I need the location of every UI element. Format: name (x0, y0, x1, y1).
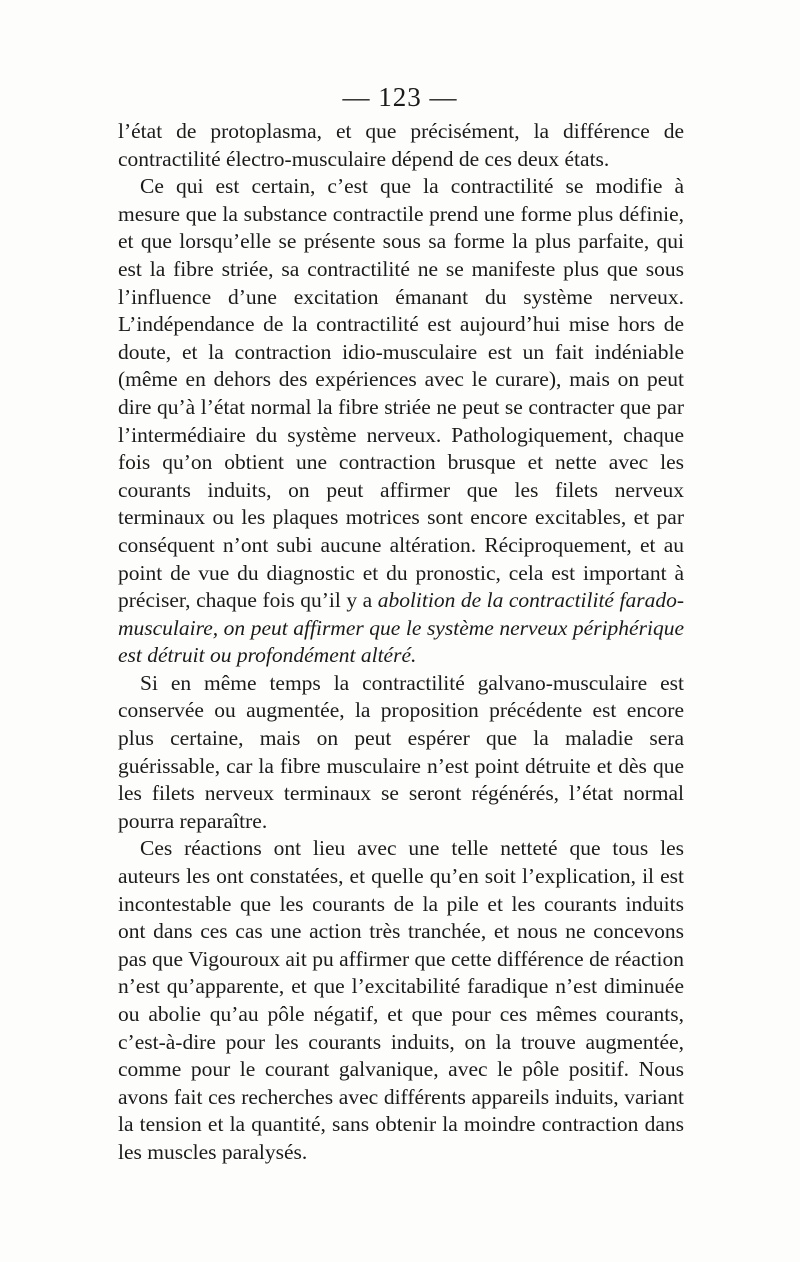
paragraph-1-text: l’état de protoplasma, et que précisément, la différence de contractilité électro-musculaire dépend de ces deux états. (118, 119, 684, 171)
paragraph-4 (118, 835, 684, 1166)
paragraph-3 (118, 670, 684, 836)
paragraph-2 (118, 173, 684, 670)
paragraph-4-text: Ces réactions ont lieu avec une telle netteté que tous les auteurs les ont constatées, et quelle qu’en soit l’explication, il est incontestable que les courants de la pile et les courants induits ont dans ces cas une action très tranchée, et nous ne concevons pas que Vigouroux ait pu affirmer que cette différence de réaction n’est qu’apparente, et que l’excitabilité faradique n’est diminuée ou abolie qu’au pôle négatif, et que pour ces mêmes courants, c’est-à-dire pour les courants induits, on la trouve augmentée, comme pour le courant galvanique, avec le pôle positif. Nous avons fait ces recherches avec différents appareils induits, variant la tension et la quantité, sans obtenir la moindre contraction dans les muscles paralysés. (118, 836, 684, 1164)
paragraph-2-text: Ce qui est certain, c’est que la contractilité se modifie à mesure que la substance contractile prend une forme plus définie, et que lorsqu’elle se présente sous sa forme la plus parfaite, qui est la fibre striée, sa contractilité ne se manifeste plus que sous l’influence d’une excitation émanant du système nerveux. L’indépendance de la contractilité est aujourd’hui mise hors de doute, et la contraction idio-musculaire est un fait indéniable (même en dehors des expériences avec le curare), mais on peut dire qu’à l’état normal la fibre striée ne peut se contracter que par l’intermédiaire du système nerveux. Pathologiquement, chaque fois qu’on obtient une contraction brusque et nette avec les courants induits, on peut affirmer que les filets nerveux terminaux ou les plaques motrices sont encore excitables, et par conséquent n’ont subi aucune altération. Réciproquement, et au point de vue du diagnostic et du pronostic, cela est important à préciser, chaque fois qu’il y a (118, 174, 684, 613)
body-text (118, 118, 684, 1167)
page-number: — 123 — (342, 82, 458, 112)
paragraph-2-italic-text: abolition de la contractilité farado-musculaire, on peut affirmer que le système nerveux périphérique est détruit ou profondément altéré. (118, 588, 684, 668)
paragraph-1 (118, 118, 684, 173)
paragraph-3-text: Si en même temps la contractilité galvano-musculaire est conservée ou augmentée, la proposition précédente est encore plus certaine, mais on peut espérer que la maladie sera guérissable, car la fibre musculaire n’est point détruite et dès que les filets nerveux terminaux se seront régénérés, l’état normal pourra reparaître. (118, 670, 684, 833)
